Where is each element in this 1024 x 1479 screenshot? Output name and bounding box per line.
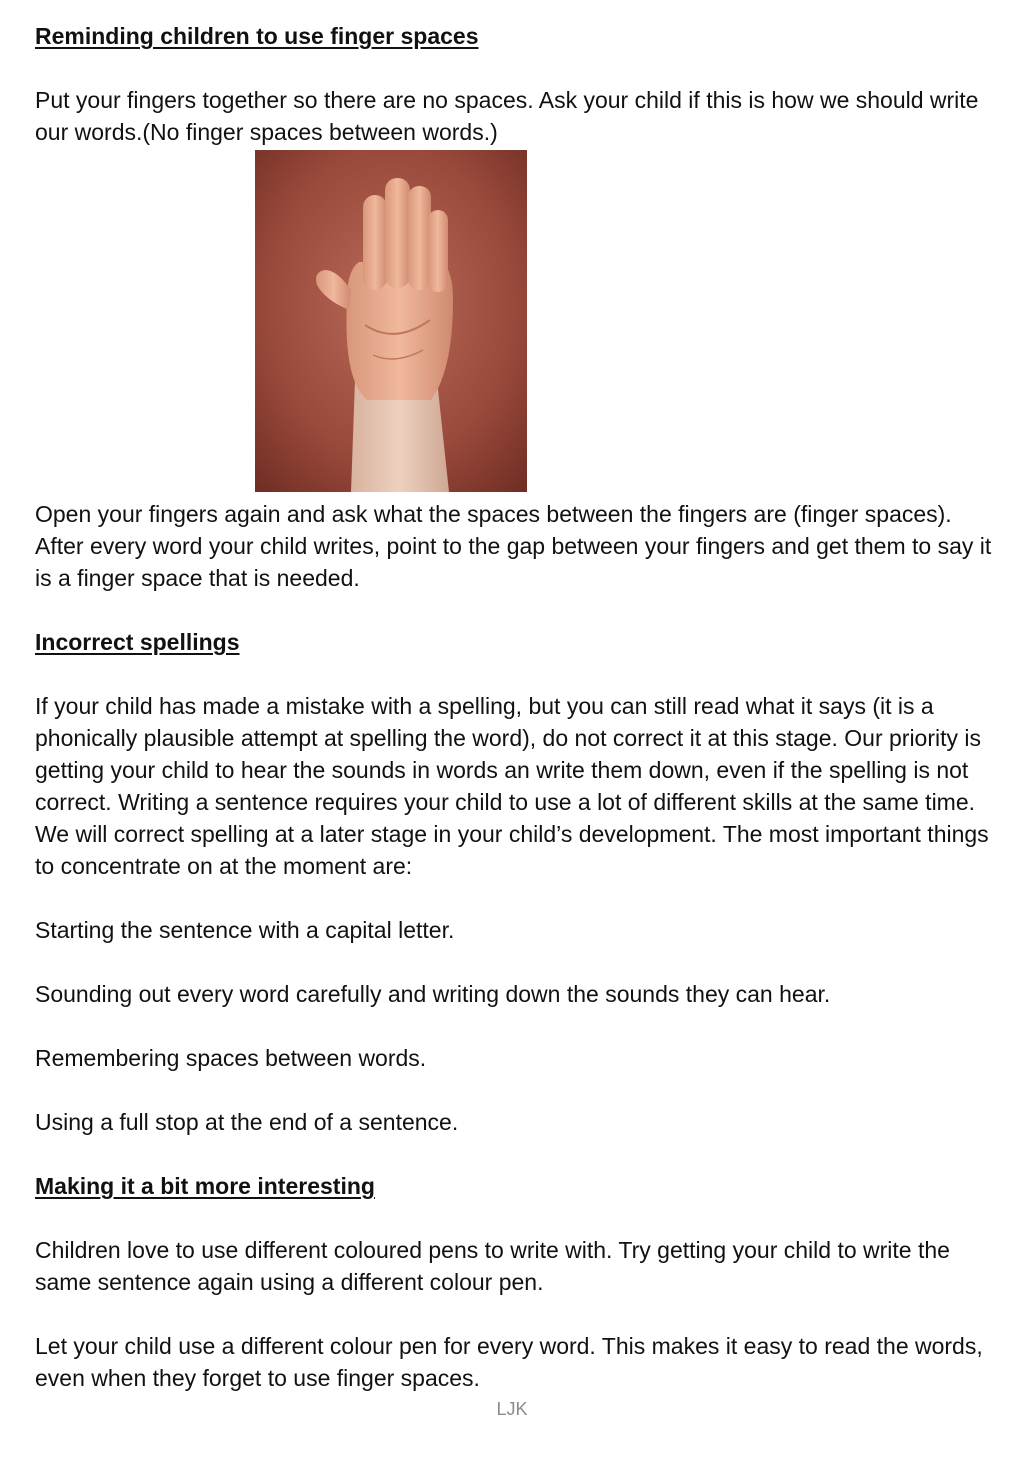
- document-page: [35, 20, 1000, 1394]
- hand-photo: [255, 150, 527, 492]
- paragraph-open-fingers: Open your fingers again and ask what the spaces between the fingers are (finger spaces). After every word your child writes, point to the gap between your fingers and get them to say it is a finger space that is needed.: [35, 501, 992, 591]
- paragraph-spelling-mistakes: If your child has made a mistake with a spelling, but you can still read what it says (it is a phonically plausible attempt at spelling the word), do not correct it at this stage. Our priority is getting your child to hear the sounds in words an write them down, even if the spelling is not correct. Writing a sentence requires your child to use a lot of different skills at the same time. We will correct spelling at a later stage in your child’s development. The most important things to concentrate on at the moment are:: [35, 693, 989, 879]
- list-item: Remembering spaces between words.: [35, 1045, 427, 1071]
- heading-finger-spaces: Reminding children to use finger spaces: [35, 23, 479, 49]
- paragraph-coloured-pens: Children love to use different coloured pens to write with. Try getting your child to write the same sentence again using a different colour pen.: [35, 1237, 950, 1295]
- heading-incorrect-spellings: Incorrect spellings: [35, 629, 240, 655]
- list-item: Sounding out every word carefully and writing down the sounds they can hear.: [35, 981, 831, 1007]
- list-item: Using a full stop at the end of a sentence.: [35, 1109, 459, 1135]
- heading-more-interesting: Making it a bit more interesting: [35, 1173, 375, 1199]
- footer-initials: LJK: [496, 1399, 528, 1419]
- paragraph-fingers-together: Put your fingers together so there are no spaces. Ask your child if this is how we should write our words.(No finger spaces between words.): [35, 87, 979, 145]
- paragraph-colour-per-word: Let your child use a different colour pen for every word. This makes it easy to read the words, even when they forget to use finger spaces.: [35, 1333, 983, 1391]
- list-item: Starting the sentence with a capital letter.: [35, 917, 455, 943]
